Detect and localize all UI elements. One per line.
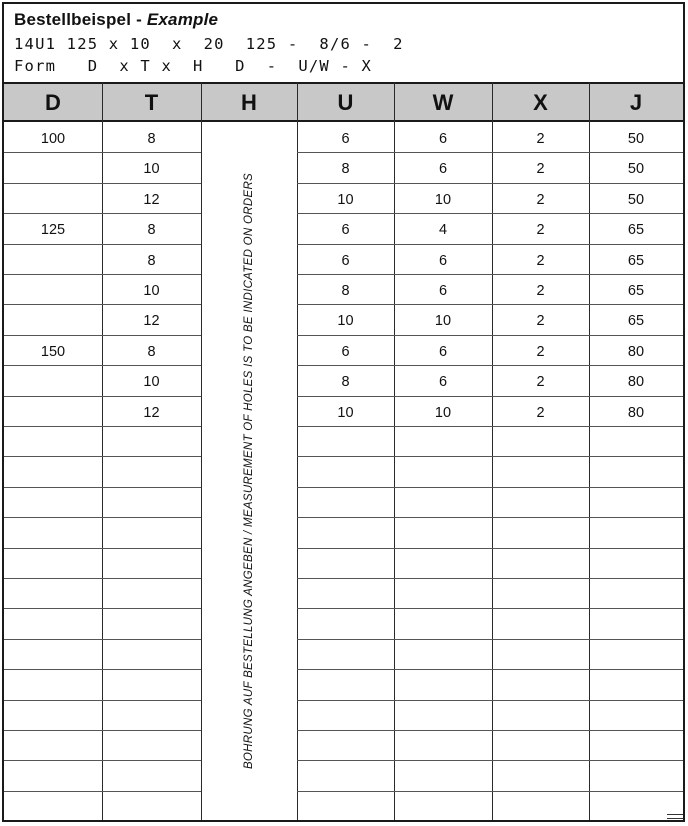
row-divider	[4, 456, 201, 457]
cell-t: 12	[143, 192, 160, 208]
cell-j: 65	[627, 313, 645, 329]
cell-j: 80	[627, 344, 645, 360]
cell-j: 50	[627, 192, 645, 208]
cell-w: 10	[434, 313, 452, 329]
cell-w: 6	[438, 344, 448, 360]
row-divider	[297, 700, 683, 701]
cell-t: 8	[147, 253, 156, 269]
cell-u: 6	[341, 344, 350, 360]
cell-u: 8	[341, 161, 350, 177]
column-header-d: D	[45, 90, 61, 115]
cell-t: 12	[143, 313, 160, 329]
title-english: Example	[146, 10, 219, 29]
cell-u: 10	[337, 313, 354, 329]
row-divider	[4, 700, 201, 701]
cell-j: 50	[627, 131, 645, 147]
row-divider	[297, 669, 683, 670]
column-header-row	[4, 82, 683, 122]
cell-w: 10	[434, 405, 452, 421]
row-divider	[297, 608, 683, 609]
vertical-note-text: BOHRUNG AUF BESTELLUNG ANGEBEN / MEASUREMENT OF HOLES IS TO BE INDICATED ON ORDERS	[243, 172, 255, 770]
column-header-x: X	[533, 90, 548, 115]
cell-t: 12	[143, 405, 160, 421]
cell-w: 6	[438, 374, 448, 390]
order-sheet	[2, 2, 685, 822]
column-header-j: J	[629, 90, 643, 115]
cell-u: 6	[341, 131, 350, 147]
cell-t: 8	[147, 344, 156, 360]
cell-t: 10	[143, 161, 160, 177]
cell-u: 6	[341, 253, 350, 269]
row-divider	[4, 669, 201, 670]
row-divider	[4, 730, 201, 731]
row-divider	[4, 548, 201, 549]
cell-t: 10	[143, 283, 160, 299]
row-divider	[4, 578, 201, 579]
row-divider	[297, 760, 683, 761]
row-divider	[4, 639, 201, 640]
cell-u: 8	[341, 283, 350, 299]
cell-x: 2	[536, 253, 545, 269]
cell-j: 80	[627, 405, 645, 421]
cell-w: 6	[438, 161, 448, 177]
cell-w: 6	[438, 283, 448, 299]
row-divider	[297, 517, 683, 518]
cell-x: 2	[536, 131, 545, 147]
cell-x: 2	[536, 283, 545, 299]
cell-w: 6	[438, 131, 448, 147]
cell-x: 2	[536, 374, 545, 390]
cell-w: 6	[438, 253, 448, 269]
cell-w: 4	[438, 222, 448, 238]
row-divider	[4, 517, 201, 518]
cell-x: 2	[536, 222, 545, 238]
row-divider	[297, 730, 683, 731]
cell-x: 2	[536, 161, 545, 177]
example-code-line: 14U1 125 x 10 x 20 125 - 8/6 - 2	[14, 35, 404, 53]
vertical-note	[201, 122, 297, 820]
cell-x: 2	[536, 405, 545, 421]
cell-j: 80	[627, 374, 645, 390]
cell-w: 10	[434, 192, 452, 208]
cell-j: 65	[627, 283, 645, 299]
column-header-u: U	[337, 90, 354, 115]
row-divider	[297, 639, 683, 640]
cell-d: 125	[40, 222, 66, 238]
row-divider	[4, 487, 201, 488]
cell-t: 10	[143, 374, 160, 390]
cell-x: 2	[536, 313, 545, 329]
cell-d: 150	[40, 344, 66, 360]
row-divider	[4, 791, 201, 792]
order-example-header	[4, 4, 683, 82]
row-divider	[297, 578, 683, 579]
cell-j: 65	[627, 222, 645, 238]
row-divider	[297, 487, 683, 488]
column-header-w: W	[432, 90, 454, 115]
cell-u: 10	[337, 405, 354, 421]
form-code-line: Form D x T x H D - U/W - X	[14, 57, 373, 75]
cell-t: 8	[147, 131, 156, 147]
cell-j: 65	[627, 253, 645, 269]
title-german: Bestellbeispel	[14, 10, 132, 29]
row-divider	[297, 791, 683, 792]
cell-x: 2	[536, 344, 545, 360]
corner-mark	[667, 814, 683, 819]
column-header-t: T	[144, 90, 159, 115]
page-title	[14, 10, 218, 30]
cell-x: 2	[536, 192, 545, 208]
cell-u: 10	[337, 192, 354, 208]
row-divider	[297, 548, 683, 549]
row-divider	[4, 608, 201, 609]
cell-t: 8	[147, 222, 156, 238]
cell-u: 8	[341, 374, 350, 390]
row-divider	[297, 456, 683, 457]
title-separator: -	[131, 10, 147, 29]
cell-u: 6	[341, 222, 350, 238]
cell-j: 50	[627, 161, 645, 177]
row-divider	[4, 760, 201, 761]
cell-d: 100	[40, 131, 66, 147]
column-header-h: H	[241, 90, 257, 115]
